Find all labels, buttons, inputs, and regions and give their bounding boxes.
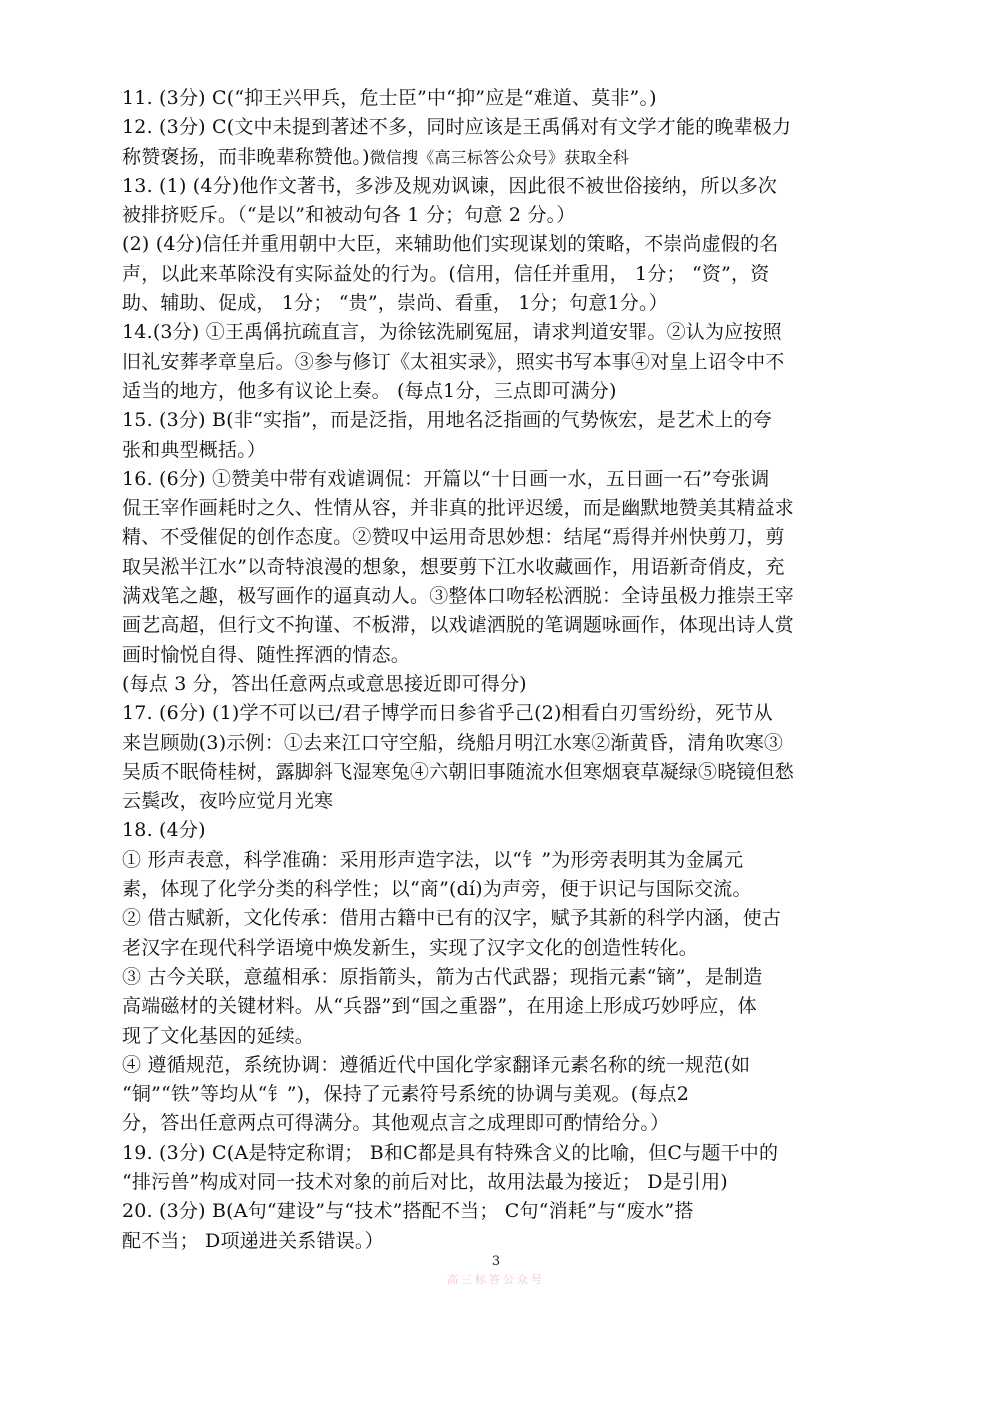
text-line: (每点 3 分，答出任意两点或意思接近即可得分) [122, 672, 527, 695]
text-line: 配不当； D项递进关系错误。） [122, 1229, 384, 1252]
text-line: 云鬓改，夜吟应觉月光寒 [122, 790, 334, 813]
text-line: 侃王宰作画耗时之久、性情从容，并非真的批评迟缓，而是幽默地赞美其精益求 [122, 497, 795, 520]
answer-key-body [122, 84, 862, 1256]
text-line: “铜”“铁”等均从“钅”)，保持了元素符号系统的协调与美观。(每点2 [122, 1083, 689, 1106]
text-line: 11. (3分) C(“抑王兴甲兵，危士臣”中“抑”应是“难道、莫非”。) [122, 87, 657, 109]
text-line: ① 形声表意，科学准确：采用形声造字法，以“钅”为形旁表明其为金属元 [122, 848, 744, 871]
text-line: “排污兽”构成对同一技术对象的前后对比，故用法最为接近； D是引用) [122, 1170, 728, 1193]
text-line: ③ 古今关联，意蕴相承：原指箭头，箭为古代武器；现指元素“镝”，是制造 [122, 965, 763, 988]
inline-note: 微信搜《高三标答公众号》获取全科 [369, 147, 629, 167]
text-line: 取吴淞半江水”以奇特浪漫的想象，想要剪下江水收藏画作，用语新奇俏皮，充 [122, 555, 785, 578]
text-line: 来岂顾勋(3)示例：①去来江口守空船，绕船月明江水寒②渐黄昏，清角吹寒③ [122, 731, 784, 754]
text-line: 高端磁材的关键材料。从“兵器”到“国之重器”，在用途上形成巧妙呼应，体 [122, 995, 757, 1018]
text-line: 18. (4分) [122, 819, 206, 842]
text-line: 精、不受催促的创作态度。②赞叹中运用奇思妙想：结尾“焉得并州快剪刀，剪 [122, 526, 785, 549]
text-line: 老汉字在现代科学语境中焕发新生，实现了汉字文化的创造性转化。 [122, 936, 699, 959]
text-line: 14.(3分) ①王禹偁抗疏直言，为徐铉洗刷冤屈，请求判道安罪。②认为应按照 [122, 321, 782, 344]
text-line: 13. (1) (4分)他作文著书，多涉及规劝讽谏，因此很不被世俗接纳，所以多次 [122, 174, 778, 197]
text-line: 现了文化基因的延续。 [122, 1024, 315, 1047]
text-line-content: 称赞褒扬，而非晚辈称赞他。) [122, 145, 370, 168]
page-number: 3 [491, 1254, 501, 1269]
text-line: 素，体现了化学分类的科学性；以“啇”(dí)为声旁，便于识记与国际交流。 [122, 878, 752, 901]
text-line: 适当的地方，他多有议论上奏。 (每点1分，三点即可满分) [122, 379, 617, 402]
text-line: 画时愉悦自得、随性挥洒的情态。 [122, 643, 411, 666]
text-line: 吴质不眠倚桂树，露脚斜飞湿寒兔④六朝旧事随流水但寒烟衰草凝绿⑤晓镜但愁 [122, 760, 795, 783]
text-line: 20. (3分) B(A句“建设”与“技术”搭配不当； C句“消耗”与“废水”搭 [122, 1200, 694, 1223]
text-line: 17. (6分) (1)学不可以已/君子博学而日参省乎己(2)相看白刃雪纷纷，死节从 [122, 702, 773, 725]
text-line: 张和典型概括。） [122, 438, 267, 461]
text-line: 被排挤贬斥。（“是以”和被动句各 1 分；句意 2 分。） [122, 204, 576, 227]
text-line: 19. (3分) C(A是特定称谓； B和C都是具有特殊含义的比喻，但C与题干中的 [122, 1141, 779, 1164]
text-line [122, 143, 862, 172]
text-line: 16. (6分) ①赞美中带有戏谑调侃：开篇以“十日画一水，五日画一石”夸张调 [122, 467, 770, 490]
text-line: 15. (3分) B(非“实指”，而是泛指，用地名泛指画的气势恢宏，是艺术上的夸 [122, 409, 773, 432]
text-line: ④ 遵循规范，系统协调：遵循近代中国化学家翻译元素名称的统一规范(如 [122, 1053, 751, 1076]
text-line: (2) (4分)信任并重用朝中大臣，来辅助他们实现谋划的策略，不崇尚虚假的名 [122, 233, 779, 256]
text-line: 旧礼安葬孝章皇后。③参与修订《太祖实录》，照实书写本事④对皇上诏令中不 [122, 350, 785, 373]
text-line: 满戏笔之趣，极写画作的逼真动人。③整体口吻轻松洒脱：全诗虽极力推崇王宰 [122, 585, 795, 608]
text-line: 画艺高超，但行文不拘谨、不板滞，以戏谑洒脱的笔调题咏画作，体现出诗人赏 [122, 614, 795, 637]
text-line: 助、辅助、促成， 1分； “贵”，崇尚、看重， 1分；句意1分。） [122, 292, 668, 315]
text-line: ② 借古赋新，文化传承：借用古籍中已有的汉字，赋予其新的科学内涵，使古 [122, 907, 782, 930]
text-line: 声，以此来革除没有实际益处的行为。(信用，信任并重用， 1分； “资”，资 [122, 262, 770, 285]
text-line: 12. (3分) C(文中未提到著述不多，同时应该是王禹偁对有文学才能的晚辈极力 [122, 116, 792, 139]
text-line: 分，答出任意两点可得满分。其他观点言之成理即可酌情给分。） [122, 1112, 670, 1135]
watermark: 高三标答公众号 [447, 1273, 545, 1286]
